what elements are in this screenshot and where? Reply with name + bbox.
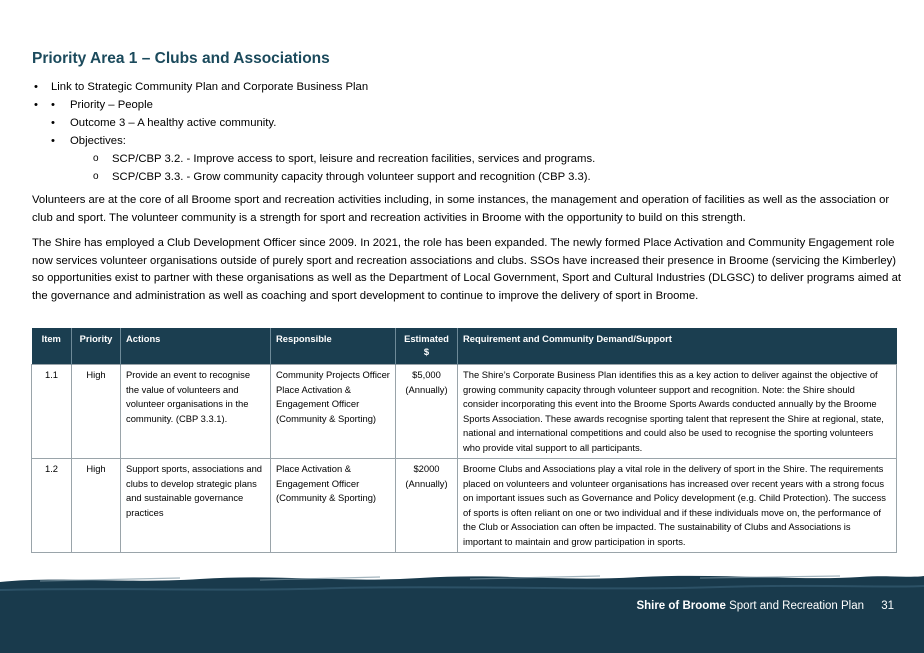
col-header-responsible: Responsible bbox=[271, 328, 396, 365]
responsible-line: Community Projects Officer bbox=[276, 369, 390, 380]
objective-item: o SCP/CBP 3.2. - Improve access to sport, leisure and recreation facilities, services and programs. bbox=[93, 150, 595, 168]
list-item bbox=[34, 96, 595, 186]
list-item: • Link to Strategic Community Plan and Corporate Business Plan bbox=[34, 78, 595, 96]
col-header-requirement: Requirement and Community Demand/Support bbox=[458, 328, 897, 365]
estimated-unit: $ bbox=[423, 346, 430, 357]
col-header-actions: Actions bbox=[121, 328, 271, 365]
cost-cell bbox=[396, 459, 458, 553]
cost-period: (Annually) bbox=[405, 477, 448, 489]
item-cell: 1.1 bbox=[32, 365, 72, 459]
responsible-line: Place Activation & Engagement Officer (Community & Sporting) bbox=[276, 463, 377, 503]
requirement-cell: The Shire’s Corporate Business Plan identifies this as a key action to deliver against the objective of growing community capacity through volunteer support and recognition. Note: the Shire should consider incorporating this event into the Broome Sports Awards conducted annually by the Broome Sports Association. These awards recognise sporting talent that represent the Shire at regional, state, national and international competitions and could also be used to recognise the sporting volunteers who provide vital support to all participants. bbox=[458, 365, 897, 459]
objective-item: o SCP/CBP 3.3. - Grow community capacity through volunteer support and recognition (CBP 3.3). bbox=[93, 168, 595, 186]
plan-link-list bbox=[34, 78, 595, 186]
cost-value: $2000 bbox=[413, 463, 440, 474]
cost-period: (Annually) bbox=[405, 383, 448, 395]
responsible-line: Place Activation & Engagement Officer (Community & Sporting) bbox=[276, 383, 377, 424]
paragraph: The Shire has employed a Club Development Officer since 2009. In 2021, the role has been expanded. The newly formed Place Activation and Community Engagement role now services volunteer organisations outside of purely sport and recreation associations and clubs. SSOs have increased their presence in Broome (servicing the Kimberley) so opportunities exist to partner with these organisations as well as the Department of Local Government, Sport and Cultural Industries (DLGSC) to deliver programs aimed at the governance and administration as well as coaching and sport development to continue to improve the delivery of sport in Broome. bbox=[32, 237, 902, 302]
table-row bbox=[32, 365, 897, 459]
requirement-cell: Broome Clubs and Associations play a vital role in the delivery of sport in the Shire. The requirements placed on volunteers and volunteer organisations has increased over recent years with a strong focus on important issues such as Governance and Policy development (e.g. Child Protection). The success of sports is often reliant on one or two individual and if these individuals move on, the performance of the Club or Association can often be impacted. The sustainability of Clubs and Associations is important to maintain and grow participation in sports. bbox=[458, 459, 897, 553]
cost-cell bbox=[396, 365, 458, 459]
actions-cell: Provide an event to recognise the value of volunteers and volunteer organisations in the community. (CBP 3.3.1). bbox=[121, 365, 271, 459]
footer bbox=[636, 600, 894, 612]
col-header-priority: Priority bbox=[72, 328, 121, 365]
footer-org: Shire of Broome bbox=[636, 600, 726, 612]
table-header-row bbox=[32, 328, 897, 365]
list-item: • Outcome 3 – A healthy active community. bbox=[51, 114, 595, 132]
footer-title: Sport and Recreation Plan bbox=[729, 600, 864, 612]
cost-value: $5,000 bbox=[412, 369, 441, 380]
paragraph: Volunteers are at the core of all Broome sport and recreation activities including, in some instances, the management and operation of facilities as well as the association or club and sport. The volunteer community is a strength for sport and recreation activities in Broome with the opportunity to build on this strength. bbox=[32, 194, 890, 224]
item-cell: 1.2 bbox=[32, 459, 72, 553]
actions-table bbox=[31, 328, 897, 553]
col-header-estimated bbox=[396, 328, 458, 365]
responsible-cell bbox=[271, 459, 396, 553]
col-header-item: Item bbox=[32, 328, 72, 365]
table-row bbox=[32, 459, 897, 553]
page-title: Priority Area 1 – Clubs and Associations bbox=[32, 50, 330, 67]
responsible-cell bbox=[271, 365, 396, 459]
priority-cell: High bbox=[72, 365, 121, 459]
page-number: 31 bbox=[881, 600, 894, 612]
estimated-label: Estimated bbox=[404, 333, 449, 344]
actions-cell: Support sports, associations and clubs to develop strategic plans and sustainable governance practices bbox=[121, 459, 271, 553]
priority-cell: High bbox=[72, 459, 121, 553]
list-item: • • Priority – People bbox=[51, 96, 595, 114]
list-item: • Objectives: bbox=[51, 132, 595, 150]
